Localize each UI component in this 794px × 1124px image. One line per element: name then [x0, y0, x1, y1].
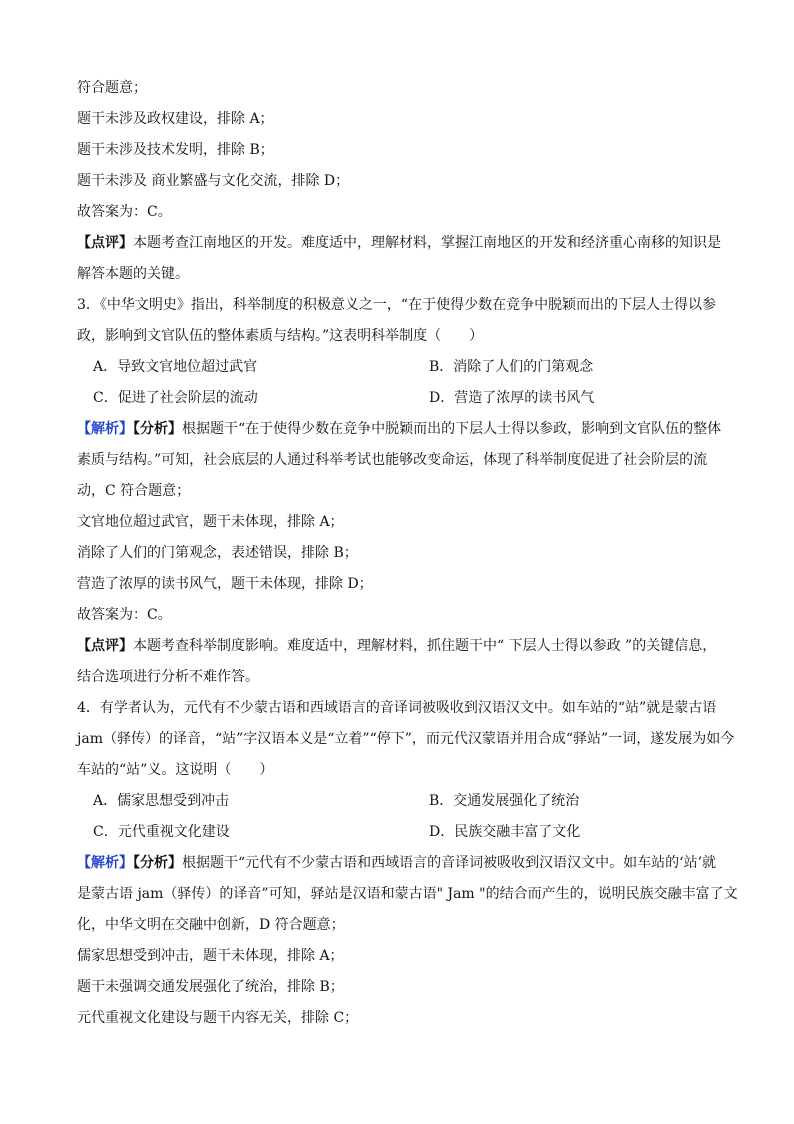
option-b: B．交通发展强化了统治	[429, 793, 580, 809]
question-4-options-row	[77, 822, 757, 842]
analysis-text: 根据题干“元代有不少蒙古语和西域语言的音译词被吸收到汉语汉文中。如车站的‘站’就	[182, 855, 717, 871]
analysis-tag: 【解析】	[77, 421, 133, 437]
analysis-line	[77, 853, 757, 873]
option-d: D．营造了浓厚的读书风气	[429, 390, 595, 406]
comment-text: 本题考查科举制度影响。难度适中，理解材料，抓住题干中“ 下层人士得以参政 ”的关键信息，	[133, 638, 717, 654]
option-a: A．儒家思想受到冲击	[93, 793, 230, 809]
question-3-options-row	[77, 388, 757, 408]
analysis-text: 根据题干“在于使得少数在竞争中脱颖而出的下层人士得以参政，影响到文官队伍的整体	[182, 421, 722, 437]
analysis-line	[77, 419, 757, 439]
analysis-line: 化，中华文明在交融中创新，D 符合题意；	[77, 917, 345, 933]
analysis-tag: 【解析】	[77, 855, 133, 871]
comment-tag: 【点评】	[77, 638, 133, 654]
comment-line	[77, 636, 757, 656]
text-line: 故答案为：C。	[77, 204, 172, 220]
exclusion-line: 消除了人们的门第观念，表述错误，排除 B；	[77, 545, 358, 561]
comment-line	[77, 233, 757, 253]
question-4-stem: jam（驿传）的译音，“站”字汉语本义是“立着”“停下”，而元代汉蒙语并用合成“驿站”一词，遂发展为如今	[77, 731, 735, 747]
question-3-stem: 政，影响到文官队伍的整体素质与结构。”这表明科举制度（ ）	[77, 328, 484, 344]
answer-line: 故答案为：C。	[77, 607, 172, 623]
exclusion-line: 营造了浓厚的读书风气，题干未体现，排除 D；	[77, 576, 373, 592]
text-line: 符合题意；	[77, 80, 147, 96]
option-c: C．促进了社会阶层的流动	[93, 390, 258, 406]
analysis-subtag: 【分析】	[133, 855, 182, 871]
text-line: 题干未涉及 商业繁盛与文化交流，排除 D；	[77, 173, 350, 189]
question-4-stem: 4．有学者认为，元代有不少蒙古语和西域语言的音译词被吸收到汉语汉文中。如车站的“站”就是蒙古语	[77, 700, 717, 716]
question-4-stem: 车站的“站”义。这说明（ ）	[77, 762, 274, 778]
option-d: D．民族交融丰富了文化	[429, 824, 581, 840]
option-c: C．元代重视文化建设	[93, 824, 230, 840]
option-a: A．导致文官地位超过武官	[93, 359, 258, 375]
option-b: B．消除了人们的门第观念	[429, 359, 594, 375]
exclusion-line: 元代重视文化建设与题干内容无关，排除 C；	[77, 1010, 359, 1026]
comment-tag: 【点评】	[77, 235, 133, 251]
analysis-line: 素质与结构。”可知，社会底层的人通过科举考试也能够改变命运，体现了科举制度促进了社会阶层的流	[77, 452, 708, 468]
question-3-options-row	[77, 357, 757, 377]
text-line: 题干未涉及技术发明，排除 B；	[77, 142, 274, 158]
question-4-options-row	[77, 791, 757, 811]
document-page	[77, 78, 757, 1039]
analysis-subtag: 【分析】	[133, 421, 182, 437]
exclusion-line: 文官地位超过武官，题干未体现，排除 A；	[77, 514, 344, 530]
comment-line: 结合选项进行分析不难作答。	[77, 669, 259, 685]
analysis-line: 动，C 符合题意；	[77, 483, 191, 499]
exclusion-line: 儒家思想受到冲击，题干未体现，排除 A；	[77, 948, 344, 964]
comment-line: 解答本题的关键。	[77, 266, 189, 282]
question-3-stem: 3．《中华文明史》指出，科举制度的积极意义之一，“在于使得少数在竞争中脱颖而出的下层人士得以参	[77, 297, 717, 313]
text-line: 题干未涉及政权建设，排除 A；	[77, 111, 274, 127]
comment-text: 本题考查江南地区的开发。难度适中，理解材料，掌握江南地区的开发和经济重心南移的知识是	[133, 235, 721, 251]
exclusion-line: 题干未强调交通发展强化了统治，排除 B；	[77, 979, 344, 995]
analysis-line: 是蒙古语 jam（驿传）的译音”可知，驿站是汉语和蒙古语" Jam "的结合而产生的，说明民族交融丰富了文	[77, 886, 738, 902]
